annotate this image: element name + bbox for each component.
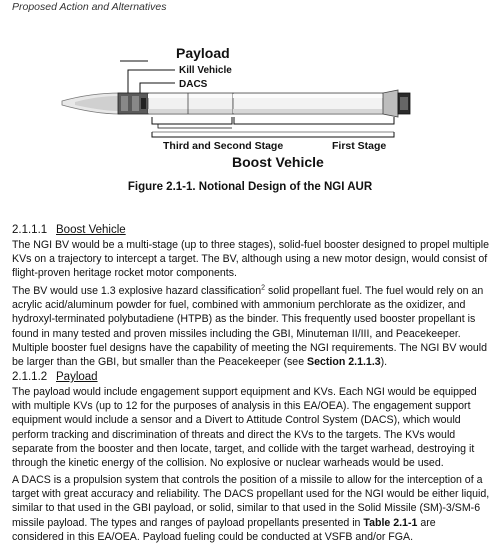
boost-vehicle-bracket xyxy=(152,132,394,137)
boost-vehicle-label: Boost Vehicle xyxy=(232,154,324,170)
payload-label: Payload xyxy=(176,45,230,61)
footnote-marker: 2 xyxy=(261,284,265,292)
section-title: Boost Vehicle xyxy=(56,224,126,236)
kill-vehicle-leader xyxy=(128,70,175,93)
table-reference-link[interactable]: Table 2.1-1 xyxy=(363,516,418,529)
dacs-leader xyxy=(140,83,175,93)
boost-vehicle-paragraph-1: The NGI BV would be a multi-stage (up to three stages), solid-fuel booster designed to propel multiple KVs on a trajectory to intercept a target. The BV, although using a new motor design, would consist of flight-proven heritage rocket motor components. xyxy=(12,239,489,280)
missile-illustration xyxy=(0,38,500,183)
section-heading-payload xyxy=(12,371,98,383)
third-second-stage-label: Third and Second Stage xyxy=(163,140,284,152)
section-title: Payload xyxy=(56,371,98,383)
dacs-label: DACS xyxy=(179,79,208,90)
payload-paragraph-2: A DACS is a propulsion system that controls the position of a missile to allow for the interception of a target with great accuracy and reliability. The DACS propellant used for the NGI would be either liquid, similar to that used in the GBI payload, or solid, similar to that used in the Solid Missile (SM)-3/SM-6 missile payload. The types and ranges of payload propellants presented in Table 2.1-1 are considered in this EA/OEA. Payload fueling could be conducted at VSFB and/or FGA. xyxy=(12,474,490,543)
first-stage-label: First Stage xyxy=(332,140,387,152)
stage-bracket-lower xyxy=(158,124,232,128)
figure-caption: Figure 2.1-1. Notional Design of the NGI AUR xyxy=(127,181,373,193)
aft-skirt xyxy=(383,90,398,117)
kill-vehicle-label: Kill Vehicle xyxy=(179,65,232,76)
section-reference-link[interactable]: Section 2.1.1.3 xyxy=(307,356,381,369)
payload-paragraph-1: The payload would include engagement support equipment and KVs. Each NGI would be equipped with multiple KVs (up to 12 for the purposes of analysis in this EA/OEA). The engagement support equipment would include a sensor and a Divert to Attitude Control System (DACS), which would perform tracking and discrimination of threats and direct the KVs to the targets. The KVs would separate from the booster and then locate, target, and collide with the target warhead, destroying it through the kinetic energy of the collision. No explosive or nuclear warheads would be used. xyxy=(12,386,477,470)
ngi-aur-diagram xyxy=(0,38,500,183)
page-header: Proposed Action and Alternatives xyxy=(12,1,167,13)
first-stage-bracket xyxy=(234,117,394,124)
section-heading-boost-vehicle xyxy=(12,224,126,236)
stage-bracket-upper xyxy=(152,117,232,124)
section-number: 2.1.1.2 xyxy=(12,371,48,383)
section-number: 2.1.1.1 xyxy=(12,224,48,236)
boost-vehicle-paragraph-2: The BV would use 1.3 explosive hazard classification$^2$ solid propellant fuel. The fuel would rely on an acrylic acid/aluminum powder for fuel, combined with ammonium perchlorate as the oxidizer, and hydroxyl-terminated polybutadiene (HTPB) as the binder. This frequently used booster propellant is found in many tested and proven missiles including the GBI, Minuteman II/III, and Peacekeeper. Multiple booster fuel designs have the capability of meeting the NGI requirements. The NGI BV would be larger than the GBI, but smaller than the Peacekeeper (see Section 2.1.1.3). xyxy=(12,284,488,369)
